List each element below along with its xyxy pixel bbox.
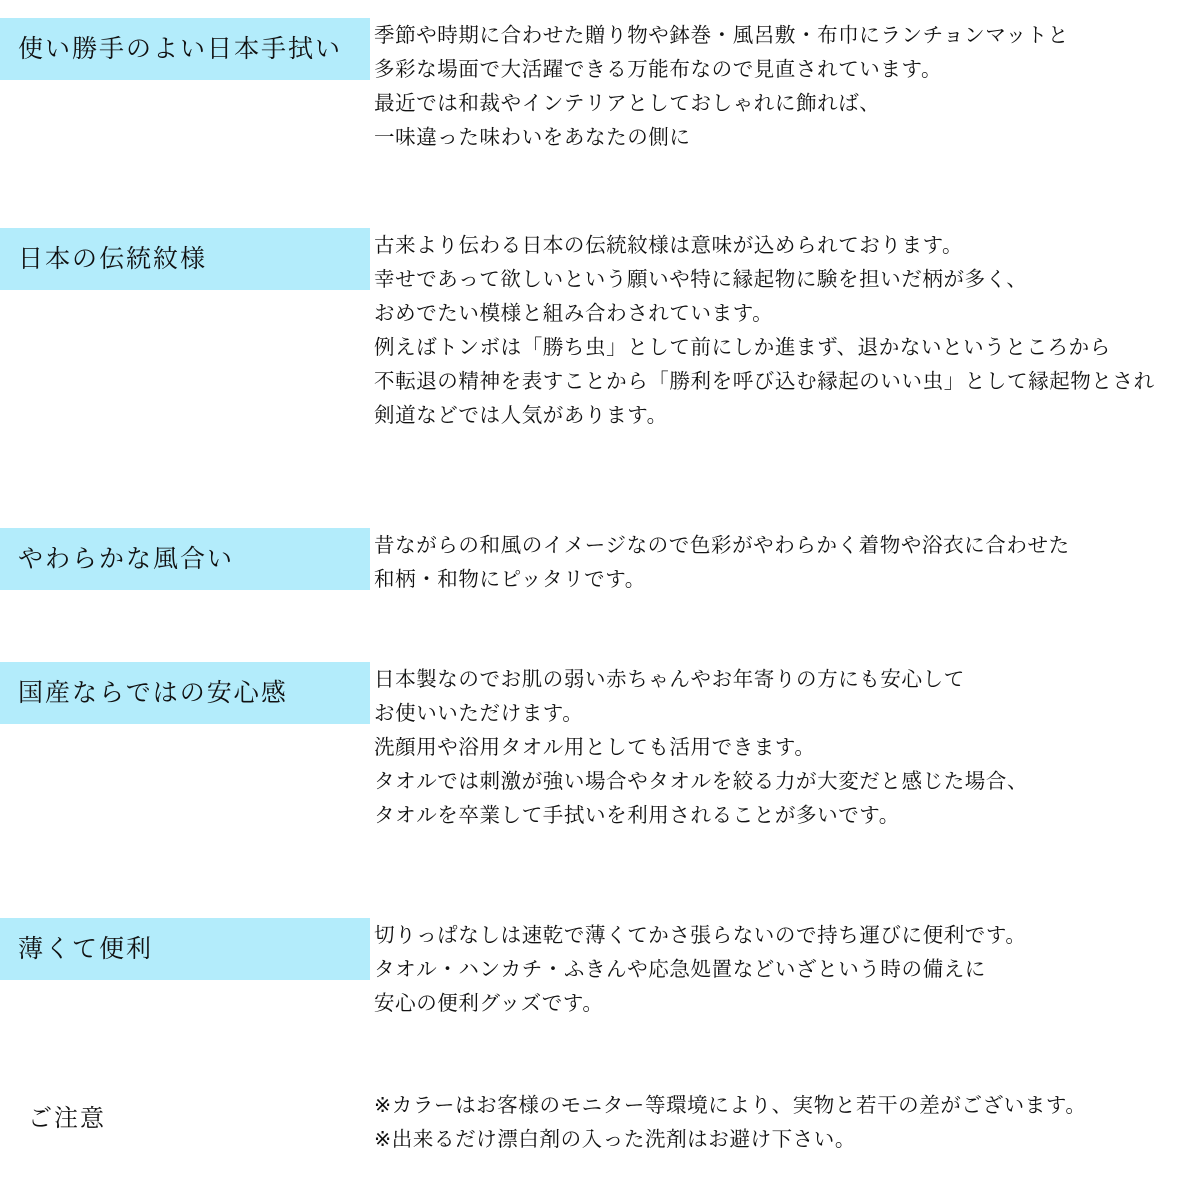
section-label: ご注意	[28, 1104, 106, 1132]
section-body-line: 安心の便利グッズです。	[374, 991, 604, 1015]
section-label: やわらかな風合い	[0, 528, 370, 590]
section-body-line: 最近では和裁やインテリアとしておしゃれに飾れば、	[374, 91, 881, 115]
section-label: 国産ならではの安心感	[0, 662, 370, 724]
section-body	[370, 662, 1200, 832]
section-body-line: 古来より伝わる日本の伝統紋様は意味が込められております。	[374, 233, 964, 257]
feature-section	[0, 228, 1200, 432]
section-body-line: 日本製なのでお肌の弱い赤ちゃんやお年寄りの方にも安心して	[374, 667, 965, 691]
section-label-cell	[0, 528, 370, 590]
section-label-cell	[0, 662, 370, 724]
section-body-line: お使いいただけます。	[374, 701, 584, 725]
section-body-line: 切りっぱなしは速乾で薄くてかさ張らないので持ち運びに便利です。	[374, 923, 1027, 947]
feature-section	[0, 662, 1200, 832]
section-body	[370, 918, 1200, 1020]
section-body-line: 和柄・和物にピッタリです。	[374, 567, 646, 591]
section-body	[370, 528, 1200, 596]
section-body-line: おめでたい模様と組み合わされています。	[374, 301, 774, 325]
section-body-line: 昔ながらの和風のイメージなので色彩がやわらかく着物や浴衣に合わせた	[374, 533, 1070, 557]
section-label: 薄くて便利	[0, 918, 370, 980]
section-body-line: 季節や時期に合わせた贈り物や鉢巻・風呂敷・布巾にランチョンマットと	[374, 23, 1069, 47]
section-label-cell	[0, 228, 370, 290]
section-body-line: タオルでは刺激が強い場合やタオルを絞る力が大変だと感じた場合、	[374, 769, 1029, 793]
section-body-line: 幸せであって欲しいという願いや特に縁起物に験を担いだ柄が多く、	[374, 267, 1028, 291]
section-label-cell	[0, 918, 370, 980]
section-body-line: 不転退の精神を表すことから「勝利を呼び込む縁起のいい虫」として縁起物とされ	[374, 369, 1155, 393]
section-body	[370, 18, 1200, 154]
feature-section	[0, 528, 1200, 596]
section-body-line: ※カラーはお客様のモニター等環境により、実物と若干の差がございます。	[374, 1093, 1087, 1117]
section-body-line: ※出来るだけ漂白剤の入った洗剤はお避け下さい。	[374, 1127, 856, 1151]
section-label-cell	[0, 18, 370, 80]
feature-section	[0, 18, 1200, 154]
section-label: 使い勝手のよい日本手拭い	[0, 18, 370, 80]
section-body-line: 剣道などでは人気があります。	[374, 403, 668, 427]
section-body-line: 多彩な場面で大活躍できる万能布なので見直されています。	[374, 57, 943, 81]
section-label: 日本の伝統紋様	[0, 228, 370, 290]
section-body-line: 洗顔用や浴用タオル用としても活用できます。	[374, 735, 816, 759]
section-body-line: タオル・ハンカチ・ふきんや応急処置などいざという時の備えに	[374, 957, 986, 981]
section-body-line: タオルを卒業して手拭いを利用されることが多いです。	[374, 803, 900, 827]
feature-section	[0, 918, 1200, 1020]
section-body	[370, 228, 1200, 432]
section-label-cell	[0, 1088, 370, 1148]
feature-section	[0, 1088, 1200, 1156]
section-body	[370, 1088, 1200, 1156]
section-body-line: 例えばトンボは「勝ち虫」として前にしか進まず、退かないというところから	[374, 335, 1111, 359]
section-body-line: 一味違った味わいをあなたの側に	[374, 125, 691, 149]
